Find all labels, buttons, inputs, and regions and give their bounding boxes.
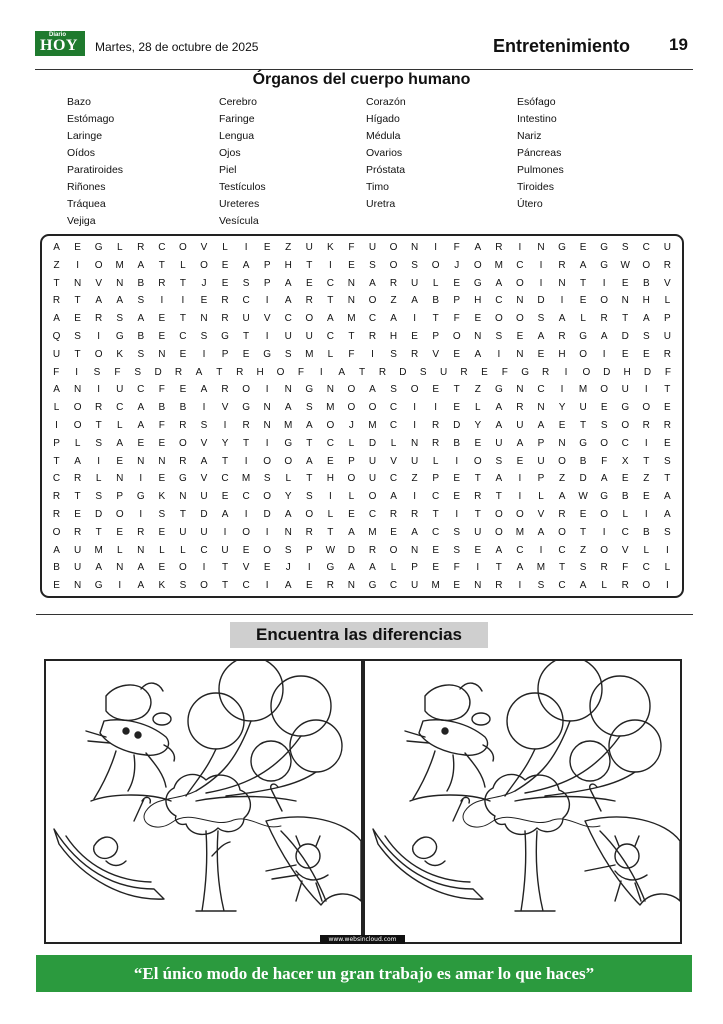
- balloons: [144, 661, 342, 827]
- grid-row: I O T L A F R S I R N M A O J M C I R D Y A U A E T S O R R: [55, 420, 671, 431]
- word-item: Cerebro: [219, 96, 257, 108]
- grid-row: A E G L R C O V L I E Z U K F U O N I F A R I N G E G S C U: [53, 242, 671, 253]
- flying-dog: [405, 683, 494, 799]
- word-item: Nariz: [517, 130, 542, 142]
- page-number: 19: [669, 35, 688, 54]
- word-item: Lengua: [219, 130, 255, 142]
- word-item: Útero: [517, 198, 543, 210]
- word-item: Corazón: [366, 96, 406, 108]
- boat-left: [54, 797, 164, 899]
- word-item: Pulmones: [517, 164, 564, 176]
- grid-row: F I S F S D R A T R H O F I A T R D S U R E F G R I O D H D F: [53, 366, 671, 378]
- word-column: [366, 96, 516, 215]
- boat-left: [373, 797, 483, 899]
- word-item: Vejiga: [67, 215, 96, 227]
- word-item: Esófago: [517, 96, 556, 108]
- word-column: [67, 96, 217, 232]
- quote-banner: “El único modo de hacer un gran trabajo es amar lo que haces”: [36, 955, 692, 992]
- grid-row: C R L N I E G V C M S L T H O U C Z P E T A I P Z D A E Z T: [52, 473, 671, 485]
- word-item: Próstata: [366, 164, 406, 176]
- flying-dog: [86, 683, 175, 799]
- grid-row: E N G I A K S O T C I A E R N G C U M E N R I S C A L R O I: [53, 580, 669, 592]
- differences-title: Encuentra las diferencias: [230, 622, 488, 648]
- word-item: Faringe: [219, 113, 255, 125]
- word-item: Bazo: [67, 96, 91, 108]
- grid-row: A E R S A E T N R U V C O A M C A I T F E O O S A L R T A P: [53, 313, 671, 325]
- section-title: Entretenimiento: [493, 36, 631, 56]
- word-item: Piel: [219, 164, 237, 176]
- section-divider: [36, 614, 693, 615]
- word-column: [219, 96, 369, 232]
- word-item: Testículos: [219, 181, 266, 193]
- left-picture: [44, 659, 363, 944]
- boat-right: [585, 784, 680, 905]
- grid-row: A N I U C F E A R O I N G N O A S O E T Z G N C I M O U I T: [53, 384, 671, 396]
- word-item: Estómago: [67, 113, 115, 125]
- word-item: Oídos: [67, 147, 96, 159]
- word-item: Timo: [366, 181, 389, 193]
- word-item: Ojos: [219, 147, 241, 159]
- word-item: Tiroides: [517, 181, 554, 193]
- ground-lines: [410, 795, 615, 801]
- grid-row: Q S I G B E C S G T I U U C T R H E P O N S E A R G A D S U: [52, 331, 671, 342]
- grid-row: B U A N A E O I T V E J I G A A L P E F I T A M T S R F C L: [53, 562, 671, 574]
- grid-row: P L S A E E O V Y T I G T C L D L N R B E U A P N G O C I E: [53, 437, 671, 449]
- word-item: Intestino: [517, 113, 557, 125]
- diario-hoy-logo: [35, 31, 85, 56]
- right-picture: [363, 659, 682, 944]
- grid-row: L O R C A B B I V G N A S M O O C I I E L A R N Y U E G O E: [53, 402, 671, 414]
- grid-row: R T S P G K N U E C O Y S I L O A I C E R T I L A W G B E A: [52, 491, 671, 503]
- word-item: Médula: [366, 130, 401, 142]
- word-item: Laringe: [67, 130, 103, 142]
- image-credit: www.websincloud.com: [320, 935, 405, 944]
- word-item: Tráquea: [67, 198, 106, 210]
- grid-row: T N V N B R T J E S P A E C N A R U L E G A O I N T I E B V: [53, 277, 671, 289]
- header-divider: [35, 69, 693, 70]
- word-item: Hígado: [366, 113, 400, 125]
- logo-small-text: Diario: [49, 32, 67, 38]
- word-item: Paratiroides: [67, 164, 124, 176]
- grid-row: R E D O I S T D A I D A O L E C R R T I T O O V R E O L I A: [52, 509, 671, 520]
- word-item: Riñones: [67, 181, 106, 193]
- word-item: Uretra: [366, 198, 396, 210]
- word-column: [517, 96, 667, 215]
- logo-big-text: HOY: [40, 37, 78, 54]
- grid-row: R T A A S I I E R C I A R T N O Z A B P H C N D I E O N H L: [52, 295, 671, 307]
- word-search-grid: [40, 234, 684, 598]
- word-list: [67, 96, 667, 232]
- word-item: Ovarios: [366, 147, 403, 159]
- issue-date: Martes, 28 de octubre de 2025: [95, 40, 259, 54]
- grid-row: U T O K S N E I P E G S M L F I S R V E A I N E H O I E E R: [52, 348, 671, 360]
- word-item: Vesícula: [219, 215, 259, 227]
- grid-row: A U M L N L L C U E O S P W D R O N E S E A C I C Z O V L I: [53, 544, 669, 556]
- grid-row: Z I O M A T L O E A P H T I E S O S O J O M C I R A G W O R: [53, 259, 671, 271]
- grid-row: T A I E N N R A T I O O A E P U V U L I O S E U O B F X T S: [53, 455, 671, 467]
- balloons: [463, 661, 661, 827]
- word-search-title: Órganos del cuerpo humano: [252, 71, 471, 88]
- word-item: Ureteres: [219, 198, 260, 210]
- grid-row: O R T E R E U U I O I N R T A M E A C S U O M A O T I C B S: [52, 526, 671, 538]
- boat-right: [266, 784, 361, 905]
- ground-lines: [91, 795, 296, 801]
- word-item: Páncreas: [517, 147, 562, 159]
